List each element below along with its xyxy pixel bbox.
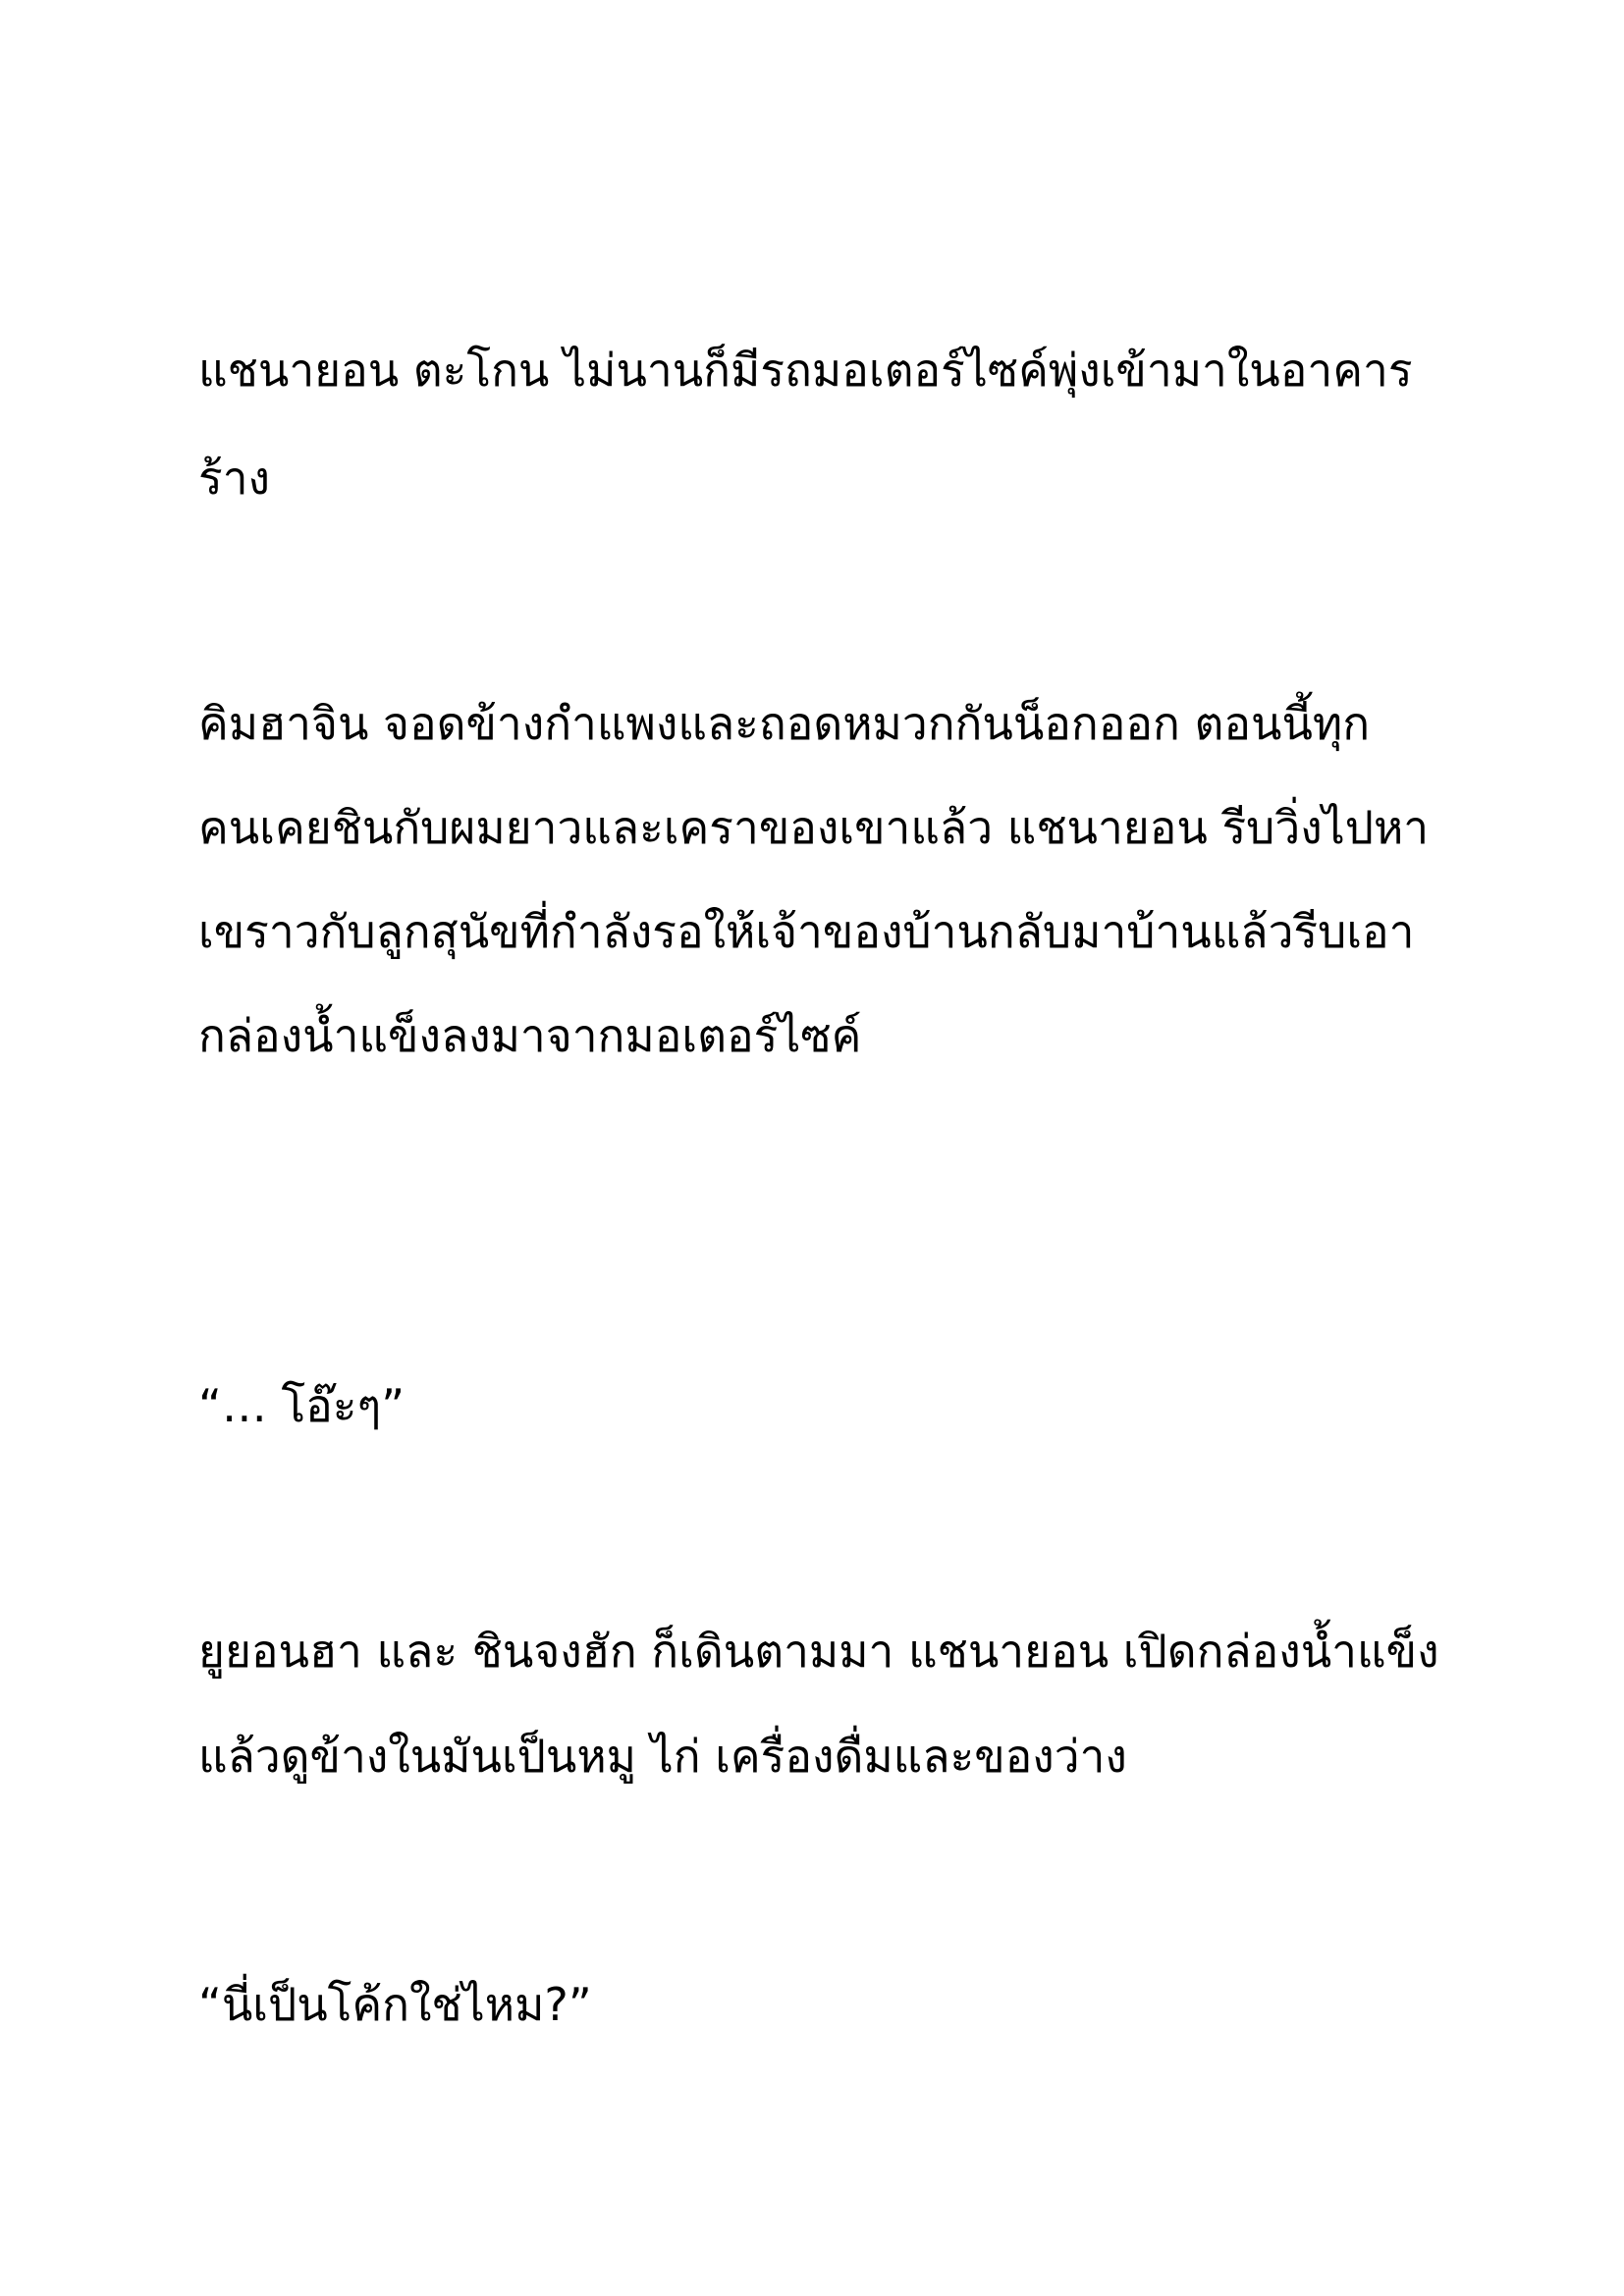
paragraph-1-line-1: แชนายอน ตะโกน ไม่นานก็มีรถมอเตอร์ไซค์พุ่งเข้ามาในอาคาร — [198, 344, 1413, 397]
dialogue-line-2: “นี่เป็นโค้กใช่ไหม?” — [198, 1978, 592, 2031]
paragraph-2-line-1: คิมฮาจิน จอดข้างกำแพงและถอดหมวกกันน็อกออก ตอนนี้ทุก — [198, 697, 1371, 750]
paragraph-2-line-3: เขราวกับลูกสุนัขที่กำลังรอให้เจ้าของบ้านกลับมาบ้านแล้วรีบเอา — [198, 905, 1415, 958]
paragraph-2-line-4: กล่องน้ำแข็งลงมาจากมอเตอร์ไซค์ — [198, 1009, 862, 1062]
paragraph-1-line-2: ร้าง — [198, 452, 270, 505]
paragraph-2-line-2: คนเคยชินกับผมยาวและเคราของเขาแล้ว แชนายอน รีบวิ่งไปหา — [198, 801, 1430, 854]
paragraph-4-line-2: แล้วดูข้างในมันเป็นหมู ไก่ เครื่องดื่มและของว่าง — [198, 1730, 1127, 1783]
paragraph-4-line-1: ยูยอนฮา และ ชินจงฮัก ก็เดินตามมา แชนายอน เปิดกล่องน้ำแข็ง — [198, 1625, 1439, 1678]
dialogue-line-1: “… โอ๊ะๆ” — [198, 1379, 406, 1432]
